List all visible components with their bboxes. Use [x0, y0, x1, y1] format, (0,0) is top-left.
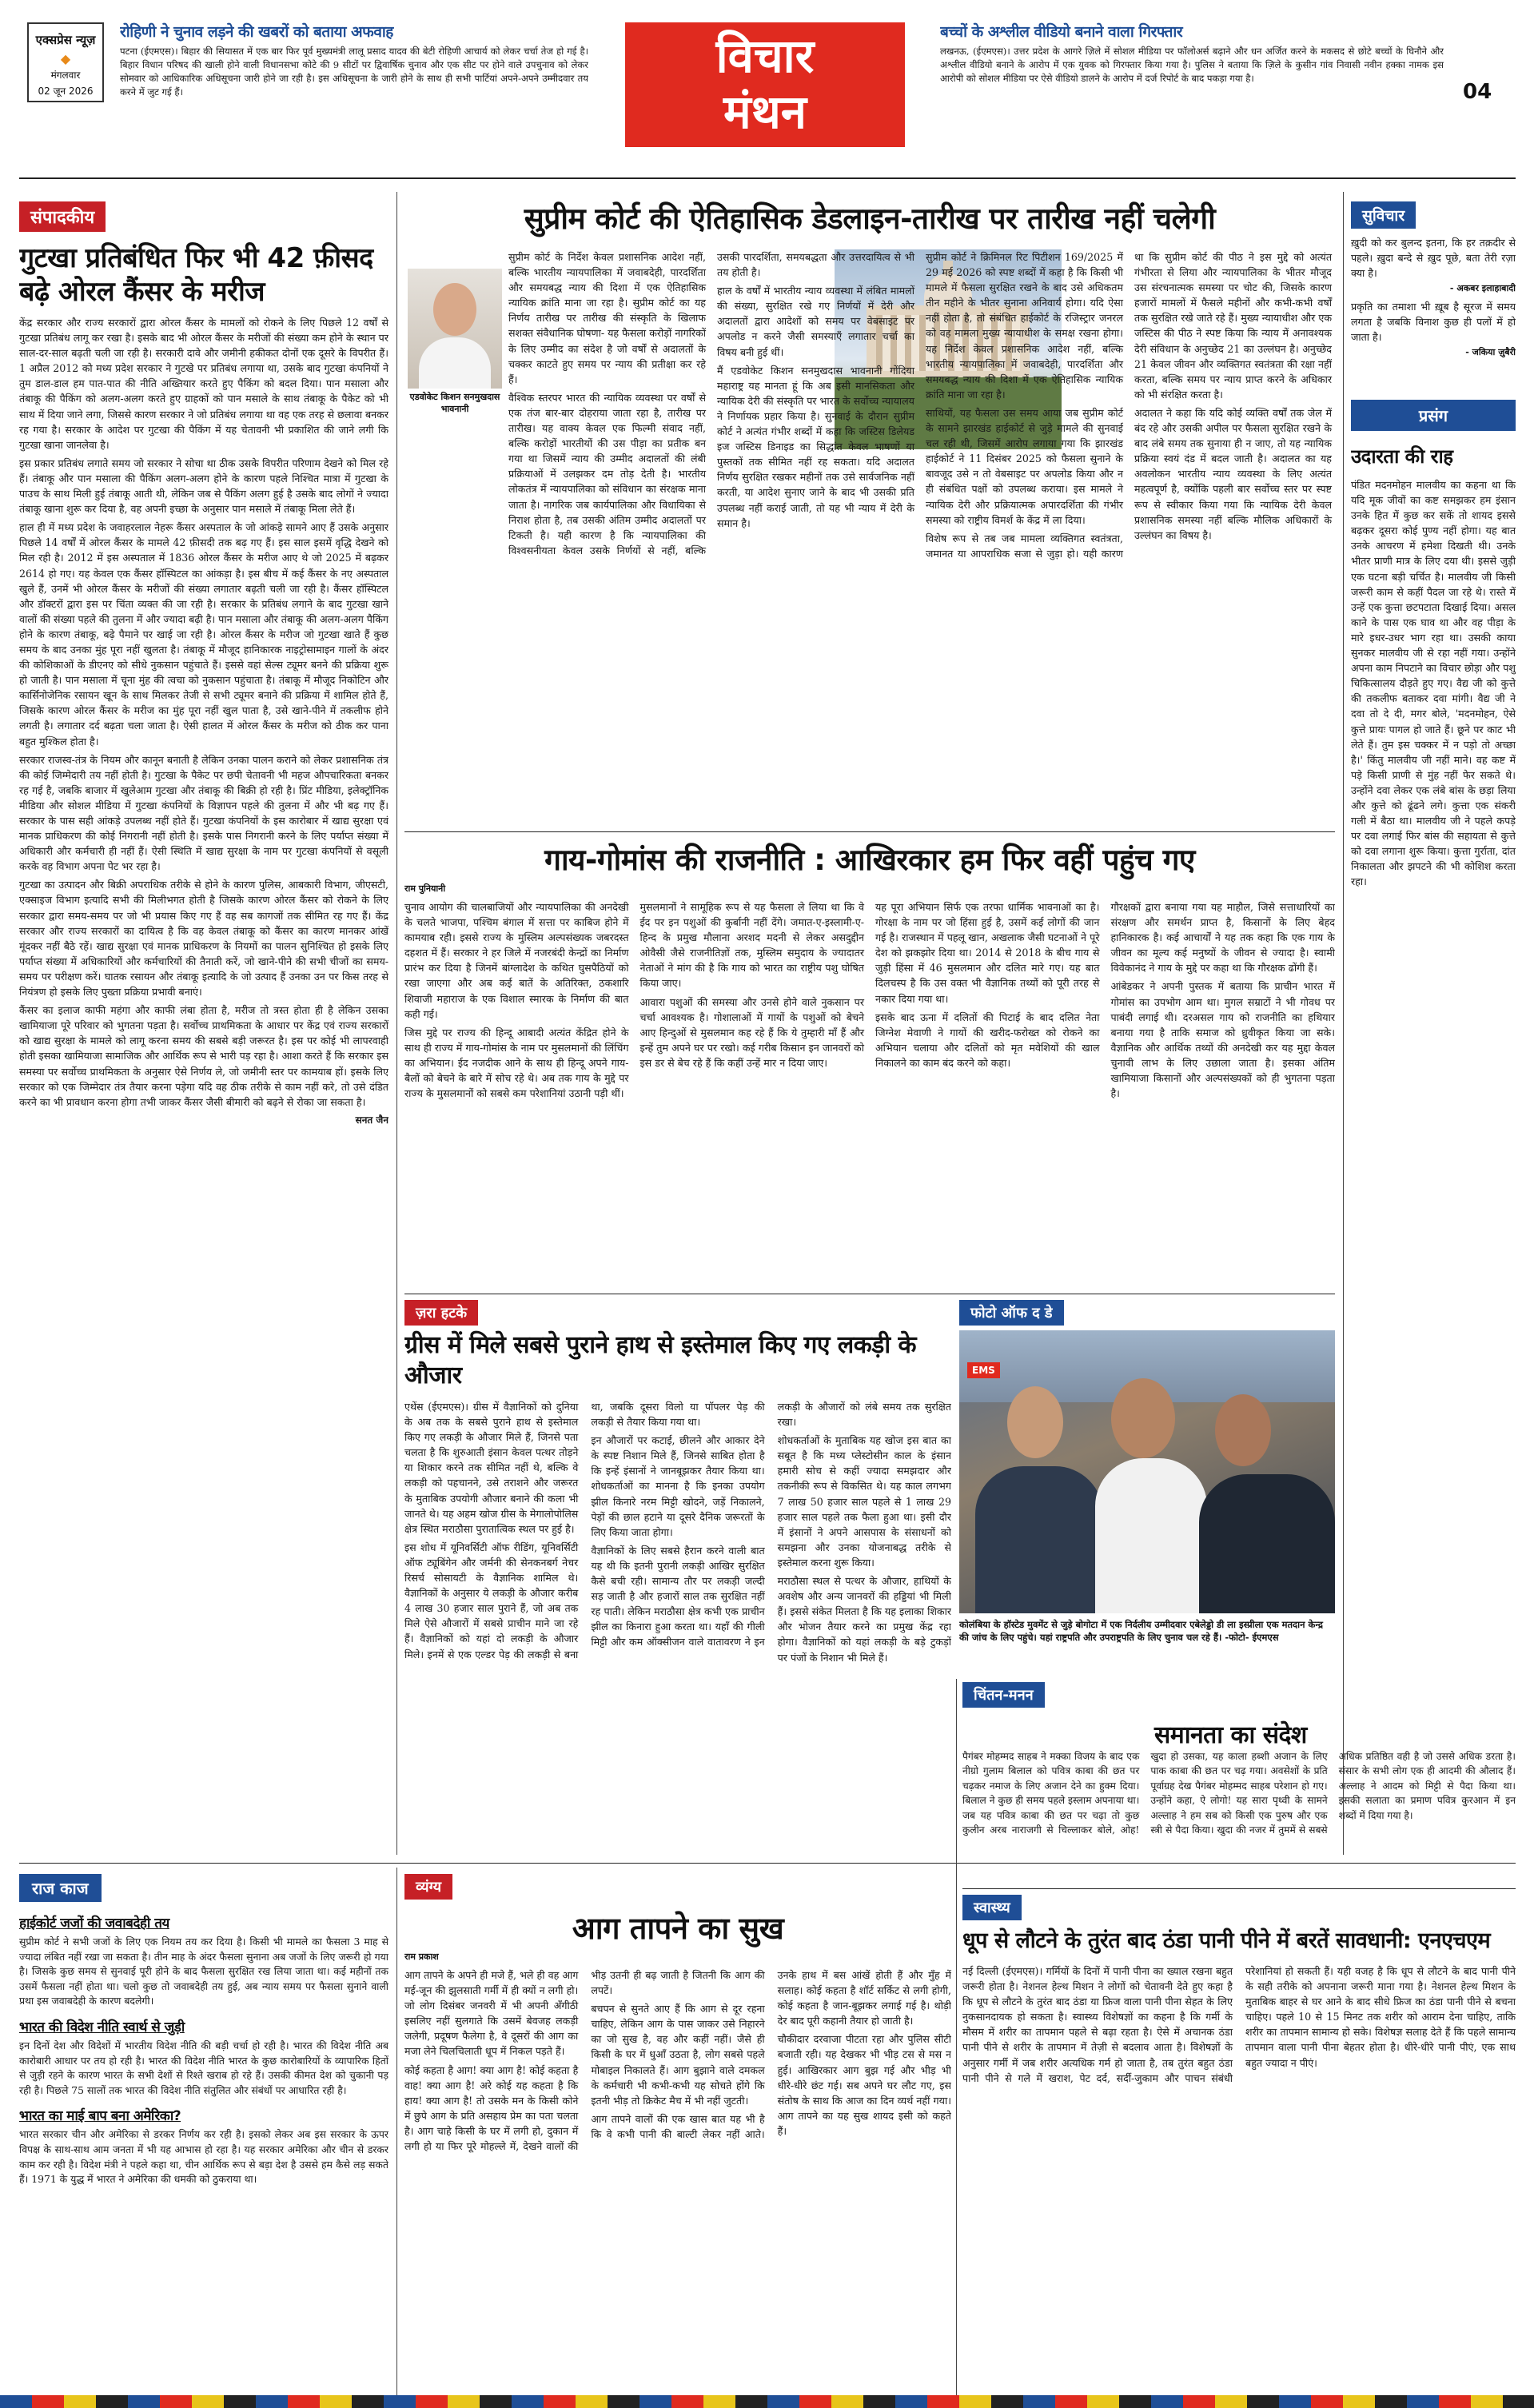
photo-of-day [959, 1300, 1335, 1668]
raj-kaaj-item [19, 1913, 388, 2009]
editorial-paragraph: गुटखा का उत्पादन और बिक्री अपराधिक तरीके से होने के कारण पुलिस, आबकारी विभाग, जीएसटी, एक्साइज विभाग इत्यादि सभी की मिलीभगत होती है जिसके कारण ओरल कैंसर को रोकने के लिए सरकार द्वारा समय-समय पर जो भी प्रयास किए गए हैं वह सब कागजों तक सीमित रह गए हैं। केंद्र सरकार और राज्य सरकारों का दायित्व है कि वह केवल तंबाकू को कैंसर का कारण मानकर आंखें मूंदकर नहीं बैठे रहें। खाद्य सुरक्षा एवं मानक प्राधिकरण के नियमों का पालन सुनिश्चित हो इसके लिए पर्याप्त संख्या में अधिकारियों और कर्मचारियों की तैनाती करें, जो खाने-पीने की सभी चीजों का समय-समय पर परीक्षण करें। घातक रसायन और तंबाकू इत्यादि के जो उत्पाद हैं उनका उन पर किस तरह से नियंत्रण हो इसके लिए पुख्ता प्रक्रिया प्रभावी बनाएं। [19, 879, 388, 999]
column-divider [956, 1679, 957, 2395]
cow-paragraph: जिस मुद्दे पर राज्य की हिन्दू आबादी अत्यंत केंद्रित होने के साथ ही राज्य में गाय-गोमांस के नाम पर मुसलमानों की लिंचिंग का अभियान। ईद नजदीक आने के साथ ही हिन्दू अपने गाय-बैलों को बेचने के बारे में सोच रहे थे। अब तक गाय के मुद्दे पर राज्य के मुसलमानों को सबसे कम परेशानियां उठानी पड़ी थीं। [404, 1026, 629, 1100]
hatke-article [404, 1300, 951, 1860]
news-photo [959, 1330, 1335, 1613]
cow-article [404, 841, 1335, 1289]
section-title-box [625, 22, 905, 147]
raj-kaaj-text: सुप्रीम कोर्ट ने सभी जजों के लिए एक नियम तय कर दिया है। किसी भी मामले का फैसला 3 माह से ज्यादा लंबित नहीं रखा जा सकता है। तीन माह के अंदर फैसला सुनाना अब जजों के लिए जरूरी हो गया है। जिसके कुछ समय से सुनवाई पूरी होने के बाद फैसला सुरक्षित रख लिया जाता था। कई महीनों तक उसमें फैसला नहीं होता था। चलो कुछ तो जवाबदेही तय हुई, अब न्याय समय पर फैसला सुनाने वाली प्रथा इस जवाबदेही के कारण बदलेगी। [19, 1936, 388, 2007]
editorial-author: सनत जैन [355, 1114, 388, 1126]
swasthya-text: नई दिल्ली (ईएमएस)। गर्मियों के दिनों में पानी पीना का ख्याल रखना बहुत जरूरी होता है। नेशनल हेल्थ मिशन ने लोगों को चेतावनी देते हुए कहा है कि धूप से लौटने के तुरंत बाद ठंडा या फ्रिज वाला पानी पीना सेहत के लिए नुकसानदायक हो सकता है। स्वास्थ्य विशेषज्ञों का कहना है कि गर्मी के मौसम में शरीर का तापमान पहले से बढ़ा रहता है। ऐसे में अचानक ठंडा पानी पीने से शरीर के तापमान में तेज़ी से बदलाव आता है। विशेषज्ञों के अनुसार गर्मी में जब शरीर अत्यधिक गर्म हो जाता है, तब तुरंत बहुत ठंडा पानी पीने से गले में खराश, पेट दर्द, सर्दी-जुकाम और पाचन संबंधी परेशानियां हो सकती हैं। यही वजह है कि धूप से लौटने के बाद पानी पीने के सही तरीके को अपनाना जरूरी माना गया है। नेशनल हेल्थ मिशन के मुताबिक बाहर से घर आने के बाद सीधे फ्रिज का ठंडा पानी पीने से बचना चाहिए। पहले 10 से 15 मिनट तक शरीर को आराम देना चाहिए, ताकि शरीर का तापमान सामान्य हो सके। विशेषज्ञ सलाह देते हैं कि पहले सामान्य तापमान वाला पानी पीना बेहतर होता है। धीरे-धीरे पानी पीएं, एक साथ बहुत ज्यादा न पीएं। [962, 1965, 1516, 2084]
raj-kaaj-text: इन दिनों देश और विदेशों में भारतीय विदेश नीति की बड़ी चर्चा हो रही है। भारत की विदेश नीति अब कारोबारी आधार पर तय हो रही है। भारत की विदेश नीति भारत के कुछ कारोबारियों के व्यापारिक हितों से जुड़ी रहने के कारण भारत के सभी देशों से रिश्ते खराब हो रहे हैं। उसकी कीमत देश को चुकानी पड़ रही है। पिछले 75 सालों तक भारत की विदेश नीति संतुलित और संबंधों पर आधारित रही है। [19, 2039, 388, 2096]
prasang-text: पंडित मदनमोहन मालवीय का कहना था कि यदि मूक जीवों का कष्ट समझकर हम इंसान उनके हित में कुछ कर सकें तो शायद इससे बढ़कर दूसरा कोई पुण्य नहीं होगा। यह बात उनके आचरण में हमेशा दिखती थी। उनके भीतर प्राणी मात्र के लिए दया थी। इससे जुड़ी एक घटना बड़ी चर्चित है। मालवीय जी किसी जरूरी काम से कहीं पैदल जा रहे थे। रास्ते में उन्हें एक कुत्ता छटपटाता दिखाई दिया। असल काने के पास एक घाव था और वह पीड़ा के मारे इधर-उधर भाग रहा था। उसकी काया सुनकर मालवीय जी से रहा नहीं गया। उन्होंने अपना काम निपटाने का विचार छोड़ा और पशु चिकित्सालय दौड़ते हुए गए। वैद्य जी को कुत्ते की तकलीफ बताकर दवा मांगी। वैद्य जी ने दवा तो दे दी, मगर बोले, 'मदनमोहन, ऐसे कुत्ते प्रायः पागल हो जाते हैं। छूने पर काट भी लेते हैं। तुम इस चक्कर में न पड़ो तो अच्छा है।' किंतु मालवीय जी नहीं माने। वह कष्ट में पड़े किसी प्राणी से मुंह नहीं फेर सकते थे। उन्होंने दवा लेकर एक लंबे बांस के छड़ा लिया और कुत्ते को ढूंढने लगे। कुत्ता एक संकरी गली में बैठा था। मालवीय जी ने पहले कपड़े पर दवा लगाई फिर बांस की सहायता से कुत्ते को दवा लगाना शुरू किया। कुत्ता गुर्राता, दांत निकालता और झपटने की भी कोशिश करता रहा। [1351, 479, 1516, 888]
hatke-body [404, 1399, 951, 1860]
section-title-line1: विचार [715, 29, 815, 83]
sc-article [404, 200, 1335, 823]
editorial-paragraph: केंद्र सरकार और राज्य सरकारों द्वारा ओरल कैंसर के मामलों को रोकने के लिए पिछले 12 वर्षों से गुटखा प्रतिबंध लागू कर रखा है। इसके बाद भी ओरल कैंसर के मरीजों की संख्या कम होने के स्थान पर साल-दर-साल बढ़ती चली जा रही है। सरकारी दावे और जमीनी हकीकत दोनों एक दूसरे के विपरीत हैं। 1 अप्रैल 2012 को मध्य प्रदेश सरकार ने गुटखे पर प्रतिबंध लगाया था, उसके बाद गुटखा कंपनियों ने तुम डाल-डाल हम पात-पात की नीति अख्तियार करते हुए पैकिंग को बदल दिया। पान मसाला और तंबाकू की पैकिंग को अलग-अलग करते हुए ग्राहकों को पान मसाले के साथ तंबाकू के पैकेट को भी साथ में दिया जाने लगा, जिससे कारण सरकार ने जो प्रतिबंध लगाया था वह एक तरह से छलावा बनकर रह गया है। सरकार के आदेश पर गुटखा की पैकिंग में यह चेतावनी भी प्रकाशित की जाने लगी कि गुटखा खाना जानलेवा है। [19, 317, 388, 451]
vyang-paragraph: बचपन से सुनते आए हैं कि आग से दूर रहना चाहिए, लेकिन आग के पास जाकर उसे निहारने का जो सुख है, वह और कहीं नहीं। जैसे ही किसी के घर में धुआँ उठता है, लोग सबसे पहले मोबाइल निकालते हैं। आग बुझाने वाले दमकल के कर्मचारी भी कभी-कभी यह सोचते होंगे कि इतनी भीड़ तो क्रिकेट मैच में भी नहीं जुटती। [591, 2003, 765, 2107]
cow-headline: गाय-गोमांस की राजनीति : आखिरकार हम फिर वहीं पहुंच गए [544, 843, 1195, 877]
quote-2 [1351, 299, 1516, 358]
raj-kaaj-headline: भारत की विदेश नीति स्वार्थ से जुड़ी [19, 2019, 185, 2035]
brand-box [27, 22, 104, 102]
ems-badge: EMS [967, 1362, 1000, 1378]
hatke-paragraph: मराठौसा स्थल से पत्थर के औजार, हाथियों के अवशेष और अन्य जानवरों की हड्डियां भी मिली हैं। इससे संकेत मिलता है कि यह इलाका शिकार और भोजन तैयार करने का प्रमुख केंद्र रहा होगा। वैज्ञानिकों को यहां लकड़ी के बड़े टुकड़ों पर पंजों के निशान भी मिले हैं। [777, 1575, 951, 1664]
raj-kaaj-text: भारत सरकार चीन और अमेरिका से डरकर निर्णय कर रही है। इसको लेकर अब इस सरकार के ऊपर विपक्ष के साथ-साथ आम जनता में भी यह आभास हो रहा है। यह सरकार अमेरिका और चीन से डरकर काम कर रही है। विदेश मंत्री ने पहले कहा था, चीन आर्थिक रूप से बड़ा देश है उससे हम कैसे लड़ सकते हैं। 1971 के युद्ध में भारत ने अमेरिका की धमकी को ठुकराया था। [19, 2128, 388, 2186]
cow-author: राम पुनियानी [404, 883, 446, 894]
raj-kaaj-headline: हाईकोर्ट जजों की जवाबदेही तय [19, 1916, 169, 1932]
swasthya-tag: स्वास्थ्य [962, 1895, 1022, 1920]
prasang [1351, 400, 1516, 1847]
cow-paragraph: यह पूरा अभियान सिर्फ एक तरफा धार्मिक भावनाओं का है। गोरक्षा के नाम पर जो हिंसा हुई है, उसमें कई लोगों की जान गई है। राजस्थान में पहलू खान, अखलाक जैसी घटनाओं ने पूरे देश को झकझोर दिया था। 2014 से 2018 के बीच गाय से जुड़ी हिंसा में 46 मुसलमान और दलित मारे गए। यह बात दिलचस्प है कि उस वक्त भी वैज्ञानिक तथ्यों को पूरी तरह से नकार दिया गया था। [875, 901, 1100, 1005]
editorial-paragraph: हाल ही में मध्य प्रदेश के जवाहरलाल नेहरू कैंसर अस्पताल के जो आंकड़े सामने आए हैं उसके अनुसार पिछले 14 वर्षों में ओरल कैंसर के मामले 42 फ़ीसदी तक बढ़ गए हैं। इस साल इसमें वृद्धि देखने को मिल रही है। 2012 में इस अस्पताल में 1836 ओरल कैंसर के मरीज आए थे जो 2025 में बढ़कर 2614 हो गए। यह केवल एक कैंसर हॉस्पिटल का आंकड़ा है। इस बीच में कई कैंसर के नए अस्पताल खुले हैं, उनमें भी ओरल कैंसर के मरीजों की संख्या लगातार बढ़ती चली जा रही है। कैंसर हॉस्पिटल और डॉक्टरों द्वारा इस पर चिंता व्यक्त की जा रही है। सरकार के प्रतिबंध लगाने के बाद गुटखा खाने वालों की संख्या पहले की तुलना में और ज्यादा बढ़ी है। पान मसाला और तंबाकू की अलग-अलग पैकिंग होने के कारण तंबाकू, बढ़े पैमाने पर खाई जा रही है। ओरल कैंसर के मरीज जो गुटखा खाते हैं कुछ समय के बाद उनका मुंह पूरा नहीं खुलता है। तंबाकू में मौजूद हानिकारक नाइट्रोसामाइन गालों के अंदर की कोशिकाओं के डीएनए को सीधे नुकसान पहुंचाते हैं। इससे वहां सेल्स ट्यूमर बनने की प्रक्रिया शुरू हो जाती है। पान मसाला में चूना मुंह की त्वचा को नुकसान पहुंचाता है। तंबाकू में मौजूद निकोटिन और कार्सिनोजेनिक रसायन खून के साथ मिलकर तेजी से सभी ट्यूमर बनाने की प्रक्रिया में शामिल होते हैं, जिसके कारण ओरल कैंसर के मरीज का मुंह पूरा नहीं खुल पाता है, उसे खाने-पीने में तकलीफ होने लगती है। लगातार दर्द बढ़ता चला जाता है। ऐसी हालत में ओरल कैंसर के मरीज को ठीक कर पाना बहुत मुश्किल होता है। [19, 521, 388, 748]
sc-paragraph: मैं एडवोकेट किशन सनमुखदास भावनानी गोंदिया महाराष्ट्र यह मानता हूं कि अब इसी मानसिकता और न्यायिक देरी की संस्कृति पर भारत के सर्वोच्च न्यायालय ने निर्णायक प्रहार किया है। सुनवाई के दौरान सुप्रीम कोर्ट ने अत्यंत गंभीर शब्दों में कहा कि जस्टिस डिलेयड इज जस्टिस डिनाइड का सिद्धांत केवल भाषणों या पुस्तकों तक सीमित नहीं रह सकता। यदि अदालत निर्णय सुरक्षित रखकर महीनों तक उसे सार्वजनिक नहीं करती, या आदेश सुनाए जाने के बाद भी उसकी प्रति उपलब्ध नहीं कराई जाती, तो यह भी न्याय में देरी के समान है। [717, 364, 914, 529]
sc-author-photo [408, 269, 502, 425]
photo-credit: -फोटो- ईएमएस [1225, 1632, 1279, 1643]
hatke-paragraph: इन औजारों पर कटाई, छीलने और आकार देने के स्पष्ट निशान मिले हैं, जिनसे साबित होता है कि इन्हें इंसानों ने जानबूझकर तैयार किया था। शोधकर्ताओं का मानना है कि इनका उपयोग झील किनारे नरम मिट्टी खोदने, जड़ें निकालने, पेड़ों की छाल हटाने या दूसरे दैनिक जरूरतों के लिए किया जाता होगा। [591, 1434, 765, 1538]
hatke-paragraph: वैज्ञानिकों के लिए सबसे हैरान करने वाली बात यह थी कि इतनी पुरानी लकड़ी आखिर सुरक्षित कैसे बची रही। सामान्य तौर पर लकड़ी जल्दी सड़ जाती है और हजारों साल तक सुरक्षित नहीं रह पाती। लेकिन मराठौसा क्षेत्र कभी एक प्राचीन झील का किनारा हुआ करता था। यहाँ की गीली मिट्टी और कम ऑक्सीजन वाले वातावरण ने इन लकड़ी के औजारों को लंबे समय तक सुरक्षित रखा। [591, 1401, 951, 1649]
raj-kaaj-item [19, 2106, 388, 2187]
section-rule [404, 831, 1335, 832]
brief-right [940, 21, 1444, 138]
sc-paragraph: विशेष रूप से तब जब मामला व्यक्तिगत स्वतंत्रता, जमानत या आपराधिक सजा से जुड़ा हो। यही कारण था कि सुप्रीम कोर्ट की पीठ ने इस मुद्दे को अत्यंत गंभीरता से लिया और न्यायपालिका के भीतर मौजूद उस संरचनात्मक समस्या पर चोट की, जिसके कारण हजारों मामलों में फैसले महीनों और कभी-कभी वर्षों तक सुरक्षित रखे जाते रहे हैं। मुख्य न्यायाधीश और एक जस्टिस की पीठ ने स्पष्ट किया कि न्याय में अनावश्यक देरी संविधान के अनुच्छेद 21 का उल्लंघन है। अनुच्छेद 21 केवल जीवन और व्यक्तिगत स्वतंत्रता की रक्षा नहीं करता, बल्कि समय पर न्याय प्राप्त करने के अधिकार को भी संरक्षित करता है। [926, 251, 1332, 560]
chintan-headline: समानता का संदेश [1154, 1721, 1307, 1749]
column-divider [396, 192, 397, 1855]
hatke-paragraph: एथेंस (ईएमएस)। ग्रीस में वैज्ञानिकों को दुनिया के अब तक के सबसे पुराने हाथ से इस्तेमाल किए गए लकड़ी के औजार मिले हैं, जिनसे पता चलता है कि शुरुआती इंसान केवल पत्थर तोड़ने या शिकार करने तक सीमित नहीं थे, बल्कि वे लकड़ी को पहचानने, उसे तराशने और जरूरत के मुताबिक उपयोगी औजार बनाने की कला भी जानते थे। यह अहम खोज ग्रीस के मेगालोपोलिस क्षेत्र स्थित मराठौसा पुरातात्विक स्थल पर हुई है। [404, 1401, 579, 1535]
hatke-paragraph: इस शोध में यूनिवर्सिटी ऑफ रीडिंग, यूनिवर्सिटी ऑफ ट्यूबिंगेन और जर्मनी की सेनकनबर्ग नेचर रिसर्च सोसायटी के वैज्ञानिक शामिल थे। वैज्ञानिकों के अनुसार ये लकड़ी के औजार करीब 4 लाख 30 हजार साल पुराने हैं, जो अब तक मिले ऐसे औजारों में सबसे प्राचीन माने जा रहे हैं। वैज्ञानिकों को यहां दो लकड़ी के औजार मिले। इनमें से एक एल्डर पेड़ की लकड़ी से बना था, जबकि दूसरा विलो या पॉपलर पेड़ की लकड़ी से तैयार किया गया था। [404, 1401, 765, 1660]
editorial-tag: संपादकीय [19, 201, 106, 232]
swasthya [962, 1895, 1516, 2395]
day-label: मंगलवार [50, 70, 81, 81]
prasang-headline: उदारता की राह [1351, 445, 1453, 468]
sc-paragraph: वैश्विक स्तरपर भारत की न्यायिक व्यवस्था पर वर्षों से एक तंज बार-बार दोहराया जाता रहा है, तारीख पर तारीख। यह वाक्य केवल एक फिल्मी संवाद नहीं, बल्कि करोड़ों भारतीयों की उस पीड़ा का प्रतीक बन गया था जिसमें न्याय की उम्मीद अदालतों की लंबी प्रक्रियाओं में उलझकर दम तोड़ देती है। भारतीय लोकतंत्र में न्यायपालिका को संविधान का संरक्षक माना जाता है। नागरिक जब कार्यपालिका और विधायिका से निराश होता है, तब उसकी अंतिम उम्मीद अदालतों पर टिकती है। यही कारण है कि न्यायपालिका की विश्वसनीयता केवल उसके निर्णयों से नहीं, बल्कि उसकी पारदर्शिता, समयबद्धता और उत्तरदायित्व से भी तय होती है। [508, 251, 914, 556]
vyang-paragraph: चौकीदार दरवाजा पीटता रहा और पुलिस सीटी बजाती रही। यह देखकर भी भीड़ टस से मस न हुई। आखिरकार आग बुझ गई और भीड़ भी धीरे-धीरे छंट गई। सब अपने घर लौट गए, इस संतोष के साथ कि आज का दिन व्यर्थ नहीं गया। आग तापने का यह सुख शायद इसी को कहते हैं। [777, 2033, 951, 2137]
raj-kaaj-tag-box [19, 1874, 102, 1902]
cow-paragraph: इसके बाद ऊना में दलितों की पिटाई के बाद दलित नेता जिग्नेश मेवाणी ने गायों की खरीद-फरोख्त को रोकने का अभियान चलाया और दलितों को मृत मवेशियों की खाल निकालने का काम बंद करने को कहा। [875, 1011, 1100, 1069]
raj-kaaj [19, 1874, 388, 2394]
cow-paragraph: मुसलमानों ने सामूहिक रूप से यह फैसला ले लिया था कि वे ईद पर इन पशुओं की कुर्बानी नहीं देंगे। जमात-ए-इस्लामी-ए-हिन्द के प्रमुख मौलाना अरशद मदनी से लेकर असदुद्दीन ओवैसी जैसे राजनीतिज्ञों तक, मुस्लिम समुदाय के ज्यादातर नेताओं ने मांग की है कि गाय को भारत का राष्ट्रीय पशु घोषित किया जाए। [639, 901, 864, 990]
editorial-body [19, 315, 388, 1128]
editorial [19, 201, 388, 1848]
vyang-tag: व्यंग्य [404, 1874, 452, 1900]
editorial-paragraph: सरकार राजस्व-तंत्र के नियम और कानून बनाती है लेकिन उनका पालन कराने को लेकर प्रशासनिक तंत्र की कोई जिम्मेदारी तय नहीं होती है। गुटखा के पैकेट पर छपी चेतावनी भी महज औपचारिकता बनकर रह गई है, जबकि बाजार में खुलेआम गुटखा और तंबाकू की बिक्री हो रही है। प्रिंट मीडिया, इलेक्ट्रॉनिक मीडिया और सोशल मीडिया में गुटखा कंपनियों के विज्ञापन पहले की तुलना में और भी बढ़ गए हैं। सरकार के पास सही आंकड़े उपलब्ध नहीं होते हैं। गुटखा कंपनियों के इस कारोबार में खाद्य सुरक्षा एवं मानक प्राधिकरण की कोई निगरानी नहीं होती है। इसके पास निगरानी करने के लिए पर्याप्त संख्या में अधिकारी और कर्मचारी ही नहीं हैं। ऐसी स्थिति में खाद्य सुरक्षा के नाम पर गुटखा कंपनियों से वसूली करके वह विभाग अपना पेट भर रहा है। [19, 753, 388, 873]
sc-body [508, 249, 1332, 819]
quote-author: - जकिया ज़ुबैरी [1465, 347, 1516, 357]
sc-paragraph: हाल के वर्षों में भारतीय न्याय व्यवस्था में लंबित मामलों की संख्या, सुरक्षित रखे गए निर्णयों में देरी और अदालतों द्वारा आदेशों को समय पर वेबसाइट पर अपलोड न करने जैसी समस्याएँ लगातार चर्चा का विषय बनी हुई थीं। [717, 285, 914, 358]
brief-right-headline: बच्चों के अश्लील वीडियो बनाने वाला गिरफ्तार [940, 23, 1183, 41]
cow-body [404, 899, 1335, 1288]
diamond-icon: ◆ [60, 51, 71, 66]
quote-text: प्रकृति का तमाशा भी ख़ूब है सूरज में समय लगता है जबकि विनाश कुछ ही पलों में हो जाता है। [1351, 301, 1516, 343]
cow-paragraph: आंबेडकर ने अपनी पुस्तक में बताया कि प्राचीन भारत में गोमांस का उपभोग आम था। मुगल सम्राटों ने भी गोवध पर पाबंदी लगाई थी। दरअसल गाय को राजनीति का हथियार बनाया गया है ताकि समाज को ध्रुवीकृत किया जा सके। वैज्ञानिक और आर्थिक तथ्यों की अनदेखी कर यह मुद्दा केवल चुनावी लाभ के लिए उछाला जाता है। इसका अंतिम खामियाजा किसानों और अल्पसंख्यकों को ही भुगतना पड़ता है। [1110, 980, 1335, 1100]
brief-left [120, 21, 588, 138]
suvichar-tag: सुविचार [1351, 201, 1416, 229]
hatke-headline: ग्रीस में मिले सबसे पुराने हाथ से इस्तेमाल किए गए लकड़ी के औजार [404, 1331, 917, 1389]
brief-left-text: पटना (ईएमएस)। बिहार की सियासत में एक बार फिर पूर्व मुख्यमंत्री लालू प्रसाद यादव की बेटी रोहिणी आचार्य को लेकर चर्चा तेज हो गई है। बिहार विधान परिषद की खाली होने वाली विधानसभा कोटे की 9 सीटों पर द्विवार्षिक चुनाव और एक सीट पर होने वाले उपचुनाव को लेकर सोमवार को आधिकारिक अधिसूचना जारी होने जा रही है। इस अधिसूचना के जारी होने के साथ ही सभी पार्टियां अपने-अपने उम्मीदवार तय करने में जुट गई हैं। [120, 46, 588, 98]
page-number: 04 [1463, 80, 1492, 104]
quote-text: ख़ुदी को कर बुलन्द इतना, कि हर तक़दीर से पहले। ख़ुदा बन्दे से ख़ुद पूछे, बता तेरी रज़ा क्या है। [1351, 237, 1516, 279]
footer-bar [0, 2395, 1534, 2408]
suvichar [1351, 201, 1516, 393]
masthead-rule [19, 177, 1516, 179]
photo-tag: फोटो ऑफ द डे [959, 1300, 1064, 1326]
cow-paragraph: गौरक्षकों द्वारा बनाया गया यह माहौल, जिसे सत्ताधारियों का संरक्षण और समर्थन प्राप्त है, किसानों के लिए बेहद हानिकारक है। कई आचार्यों ने यह तक कहा कि एक गाय के जीवन का मूल्य कई मनुष्यों के जीवन से ज्यादा है। स्वामी विवेकानंद ने गाय के मुद्दे पर कहा था कि गौरक्षक ढोंगी हैं। [1110, 901, 1335, 975]
prasang-tag-box [1351, 400, 1516, 431]
chintan-tag: चिंतन-मनन [962, 1682, 1045, 1708]
chintan [962, 1682, 1516, 1884]
raj-kaaj-headline: भारत का माई बाप बना अमेरिका? [19, 2108, 181, 2125]
vyang [404, 1874, 951, 2394]
sc-paragraph: सुप्रीम कोर्ट ने क्रिमिनल रिट पिटीशन 169/2025 में 29 मई 2026 को स्पष्ट शब्दों में कहा है कि किसी भी मामले में फैसला सुरक्षित रखने के बाद उसे अधिकतम तीन महीने के भीतर सुनाना अनिवार्य होगा। यदि ऐसा नहीं होता है, तो संबंधित हाईकोर्ट के रजिस्ट्रार जनरल को वह मामला मुख्य न्यायाधीश के समक्ष रखना होगा। यह निर्देश केवल प्रशासनिक आदेश नहीं, बल्कि भारतीय न्यायपालिका में जवाबदेही, पारदर्शिता और समयबद्ध न्याय की दिशा में एक ऐतिहासिक न्यायिक क्रांति माना जा रहा है। [926, 251, 1123, 401]
hatke-tag: ज़रा हटके [404, 1300, 478, 1326]
cow-paragraph: आवारा पशुओं की समस्या और उनसे होने वाले नुकसान पर चर्चा आवश्यक है। गोशालाओं में गायों के पशुओं को बेचने आए हिन्दुओं से मुसलमान कह रहे हैं कि ये तुम्हारी माँ हैं और इन्हें तुम अपने घर पर रखो। कई गरीब किसान इन जानवरों को इस डर से बेच रहे हैं कि कहीं उन्हें मार न दिया जाए। [639, 995, 864, 1069]
column-divider [396, 1868, 397, 2395]
vyang-paragraph: आग तापने वालों की एक खास बात यह भी है कि वे कभी पानी की बाल्टी लेकर नहीं आते। उनके हाथ में बस आंखें होती हैं और मुँह में सलाह। कोई कहता है शॉर्ट सर्किट से लगी होगी, कोई कहता है जान-बूझकर लगाई गई है। थोड़ी देर बाद पूरी कहानी तैयार हो जाती है। [591, 1969, 951, 2140]
editorial-paragraph: कैंसर का इलाज काफी महंगा और काफी लंबा होता है, मरीज तो त्रस्त होता ही है लेकिन उसका खामियाजा पूरे परिवार को भुगतना पड़ता है। सर्वोच्च प्राथमिकता के आधार पर केंद्र एवं राज्य सरकारों को खाद्य सुरक्षा के मामले को लागू करना समय की सबसे बड़ी जरूरत है। इस पर कोई भी लापरवाही होती इसका खामियाजा सामाजिक और आर्थिक रूप से भारी पड़ रहा है। आशा करते हैं कि सरकार इस समस्या पर सर्वोच्च प्राथमिकता के अनुसार ऐसे निर्णय ले, जो जमीनी स्तर पर कामयाब हों। इसके लिए सरकार को एक जिम्मेदार तंत्र तैयार करना पड़ेगा यदि वह ठीक तरीके से काम नहीं करे, तो उसे दंडित करने का भी प्रावधान करना होगा तभी जाकर कैंसर जैसी बीमारी को बढ़ने से रोका जा सकता है। [19, 1004, 388, 1108]
raj-kaaj-item [19, 2017, 388, 2098]
raj-kaaj-tag: राज काज [32, 1879, 89, 1898]
vyang-paragraph: आग तापने के अपने ही मजे हैं, भले ही वह आग मई-जून की झुलसाती गर्मी में ही क्यों न लगी हो। जो लोग दिसंबर जनवरी में भी अपनी अँगीठी इसलिए नहीं सुलगाते कि उसमें बेवजह लकड़ी जलेगी, प्रदूषण फैलेगा है, वे दूसरों की आग का मजा लेने चिलचिलाती धूप में निकल पड़ते हैं। [404, 1969, 579, 2058]
quote-1 [1351, 235, 1516, 294]
section-rule [962, 1888, 1516, 1889]
editorial-headline: गुटखा प्रतिबंधित फिर भी 42 फ़ीसद बढ़े ओरल कैंसर के मरीज [19, 242, 373, 308]
quote-author: - अकबर इलाहाबादी [1449, 283, 1516, 293]
sc-headline: सुप्रीम कोर्ट की ऐतिहासिक डेडलाइन-तारीख पर तारीख नहीं चलेगी [524, 201, 1216, 236]
prasang-tag: प्रसंग [1418, 406, 1448, 425]
brief-right-text: लखनऊ, (ईएमएस)। उत्तर प्रदेश के आगरे ज़िले में सोशल मीडिया पर फॉलोअर्स बढ़ाने और धन अर्जित करने के मकसद से छोटे बच्चों के घिनौने और अश्लील वीडियो बनाने के आरोप में एक युवक को गिरफ्तार किया गया है। पुलिस ने बताया कि ज़िले के कुसीन गांव निवासी नवीन हक्का नामक इस आरोपी को सोशल मीडिया पर ऐसे वीडियो डालने के आरोप में दर्ज रिपोर्ट के बाद पकड़ा गया है। [940, 46, 1444, 84]
chintan-text: पैगंबर मोहम्मद साहब ने मक्का विजय के बाद एक नीग्रो गुलाम बिलाल को पवित्र काबा की छत पर चढ़कर नमाज के लिए अजान देने का हुक्म दिया। बिलाल ने कुछ ही समय पहले इस्लाम अपनाया था। जब यह पवित्र काबा की छत पर चढ़ा तो कुछ कुलीन अरब नाराजगी से चिल्लाकर बोले, ओह! खुदा हो उसका, यह काला हब्शी अजान के लिए पाक काबा की छत पर चढ़ गया। अवसेशों के प्रति पूर्वाग्रह देख पैगंबर मोहम्मद साहब परेशान हो गए। उन्होंने कहा, ऐ लोगो! यह सारा पृथ्वी के सामने अल्लाह ने हम सब को किसी एक पुरुष और एक स्त्री से पैदा किया। खुदा की नजर में तुममें से सबसे अधिक प्रतिष्ठित वही है जो उससे अधिक डरता है। संसार के सभी लोग एक ही आदमी की औलाद हैं। अल्लाह ने आदम को मिट्टी से पैदा किया था। इसकी सलाता का प्रमाण पवित्र कुरआन में इन शब्दों में दिया गया है। [962, 1751, 1516, 1836]
swasthya-headline: धूप से लौटने के तुरंत बाद ठंडा पानी पीने में बरतें सावधानी: एनएचएम [962, 1928, 1491, 1953]
sc-author-caption: एडवोकेट किशन सनमुखदास भावनानी [409, 392, 500, 414]
sc-paragraph: अदालत ने कहा कि यदि कोई व्यक्ति वर्षों तक जेल में बंद रहे और उसकी अपील पर फैसला सुरक्षित रखने के बाद लंबे समय तक सुनाया ही न जाए, तो यह न्यायिक प्रक्रिया स्वयं दंड में बदल जाती है। अदालत का यह अवलोकन भारतीय न्याय व्यवस्था के लिए अत्यंत महत्वपूर्ण है, क्योंकि पहली बार सर्वोच्च स्तर पर स्पष्ट रूप से स्वीकार किया गया कि न्यायिक देरी केवल प्रशासनिक समस्या नहीं बल्कि मौलिक अधिकारों के उल्लंघन का विषय है। [1134, 406, 1332, 541]
brief-left-headline: रोहिणी ने चुनाव लड़ने की खबरों को बताया अफवाह [120, 23, 393, 41]
editorial-tag-row [19, 201, 388, 232]
photo-caption-text: कोलंबिया के हॉस्टेड मुवमेंट से जुड़े बोगोटा में एक निर्दलीय उम्मीदवार एबेलेड्डो डी ला इस्प्रीला एक मतदान केन्द्र की जांच के लिए पहुंचे। यहां राष्ट्रपति और उपराष्ट्रपति के लिए चुनाव चल रहे हैं। [959, 1619, 1323, 1643]
sc-paragraph: साथियों, यह फैसला उस समय आया जब सुप्रीम कोर्ट के सामने झारखंड हाईकोर्ट से जुड़े मामले की सुनवाई चल रही थी, जिसमें आरोप लगाया गया कि झारखंड हाईकोर्ट ने 11 दिसंबर 2025 को फैसला सुनाने के बावजूद उसे न तो वेबसाइट पर अपलोड किया और न ही संबंधित पक्षों को उपलब्ध कराया। इस मामले ने न्यायिक देरी और प्रक्रियात्मक अपारदर्शिता की गंभीर समस्या को राष्ट्रीय विमर्श के केंद्र में ला दिया। [926, 406, 1123, 526]
sc-paragraph: सुप्रीम कोर्ट के निर्देश केवल प्रशासनिक आदेश नहीं, बल्कि भारतीय न्यायपालिका में जवाबदेही, पारदर्शिता और समयबद्ध न्याय की दिशा में एक ऐतिहासिक न्यायिक क्रांति माना जा रहा है। सुप्रीम कोर्ट का यह निर्णय तारीख पर तारीख की संस्कृति के खिलाफ सशक्त संवैधानिक घोषणा- यह फैसला करोड़ों नागरिकों के लिए उम्मीद का संदेश है जो वर्षों से अदालतों के चक्कर काटते हुए समय पर न्याय की प्रतीक्षा कर रहे हैं। [508, 251, 706, 385]
vyang-headline: आग तापने का सुख [572, 1911, 784, 1946]
hatke-paragraph: शोधकर्ताओं के मुताबिक यह खोज इस बात का सबूत है कि मध्य प्लेस्टोसीन काल के इंसान हमारी सोच से कहीं ज्यादा समझदार और तकनीकी रूप से विकसित थे। यह काल लगभग 7 लाख 50 हजार साल पहले से 1 लाख 29 हजार साल पहले तक फैला हुआ था। इसी दौर में इंसानों ने अपने आसपास के संसाधनों को समझना और उनका योजनाबद्ध तरीके से इस्तेमाल करना शुरू किया। [777, 1434, 951, 1569]
vyang-body [404, 1967, 951, 2374]
vyang-author: राम प्रकाश [404, 1952, 439, 1962]
date-label: 02 जून 2026 [38, 86, 94, 97]
photo-caption [959, 1618, 1335, 1644]
cow-paragraph: चुनाव आयोग की चालबाजियों और न्यायपालिका की अनदेखी के चलते भाजपा, पश्चिम बंगाल में सत्ता पर काबिज होने में कामयाब रही। इससे राज्य के मुस्लिम अल्पसंख्यक जबरदस्त दहशत में हैं। सरकार ने हर जिले में नजरबंदी केन्द्रों का निर्माण प्रारंभ कर दिया है जिनमें बांग्लादेश के कथित घुसपैठियों को रखा जाएगा और अब कई बातें के अतिरिक्त, ठकशारि शिवाजी महाराज के एक विशाल स्मारक के निर्माण की बात कही गई। [404, 901, 629, 1020]
vyang-paragraph: कोई कहता है आग! क्या आग है! कोई कहता है वाह! क्या आग है! अरे कोई यह कहता है कि हाय! क्या आग है! तो उसके मन के किसी कोने में छुपे आग के प्रति असहाय प्रेम का पता चलता है। आग चाहे किसी के घर में लगी हो, दुकान में लगी हो या फिर पूरे मोहल्ले में, देखने वालों की भीड़ उतनी ही बढ़ जाती है जितनी कि आग की लपटें। [404, 1969, 765, 2153]
author-portrait [408, 269, 502, 389]
section-title-line2: मंथन [723, 85, 807, 139]
brand-name: एक्सप्रेस न्यूज़ [35, 33, 96, 47]
editorial-paragraph: इस प्रकार प्रतिबंध लगाते समय जो सरकार ने सोचा था ठीक उसके विपरीत परिणाम देखने को मिल रहे हैं। तंबाकू और पान मसाला की पैकिंग अलग-अलग होने के कारण पहले निश्चित मात्रा में गुटखा के पाउच के साथ मिली हुई तंबाकू आती थी, लेकिन जब से पैकिंग अलग हुई है उसके बाद लोगों ने ज्यादा तंबाकू खाना शुरू कर दिया है, वह अपनी इच्छा के अनुसार पान मसाले में तंबाकू मिला लेते हैं। [19, 456, 388, 516]
column-divider [1343, 192, 1344, 1855]
